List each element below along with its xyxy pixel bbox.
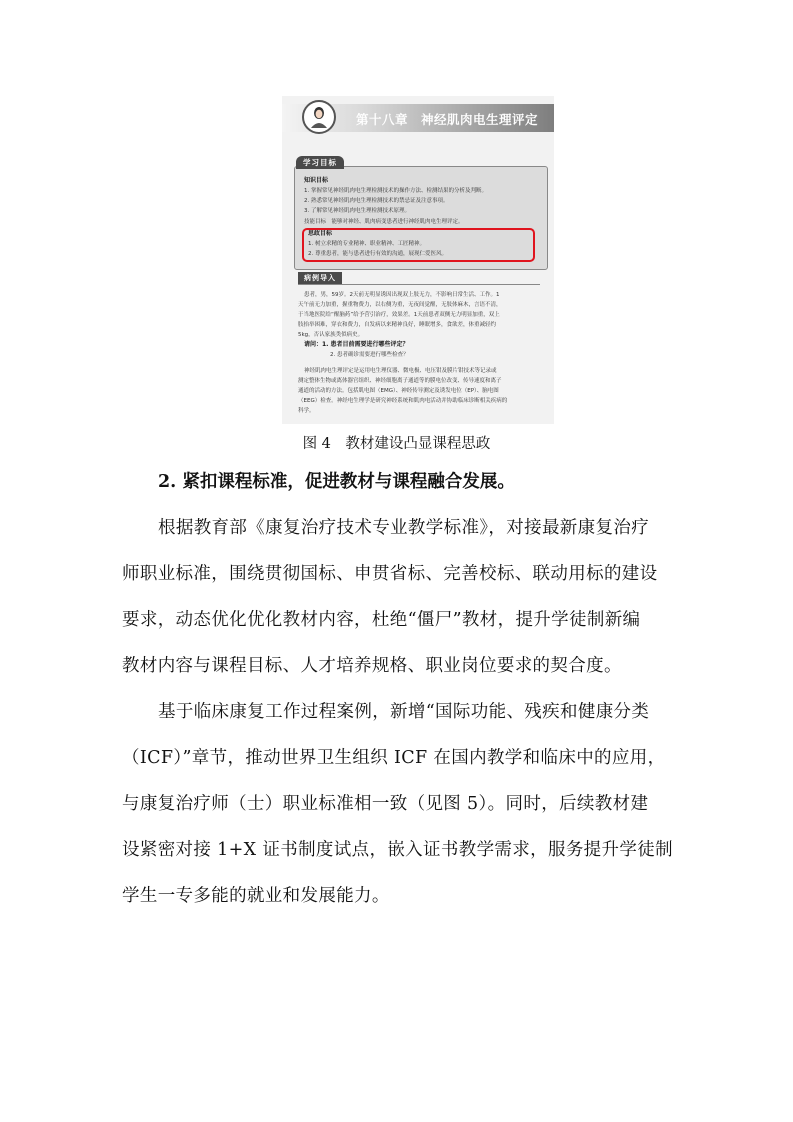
knowledge-item: 3. 了解常见神经肌肉电生理检测技术原理。 bbox=[304, 208, 410, 214]
ideology-highlight-box bbox=[302, 228, 535, 262]
learning-goals-tab: 学习目标 bbox=[296, 156, 344, 169]
case-line: 天午前无力加重，握重物费力，以右侧为重，无夜间觉醒，无肢体麻木，言语不清， bbox=[298, 302, 502, 308]
paragraph-line: 要求，动态优化优化教材内容，杜绝“僵尸”教材，提升学徒制新编 bbox=[122, 610, 641, 630]
teacher-avatar-icon bbox=[302, 100, 336, 134]
paragraph-line: 设紧密对接 1+X 证书制度试点，嵌入证书教学需求，服务提升学徒制 bbox=[122, 840, 673, 860]
case-line: 5kg，否认家族类似病史。 bbox=[298, 332, 364, 338]
case-line: 于当地医院给“醒脑药”给予营引治疗，效果差。1天前患者双侧无力明显加重，双上 bbox=[298, 312, 500, 318]
case-line: 患者，男，59岁。2天前无明显诱因出现双上肢无力，不影响日常生活、工作。1 bbox=[304, 292, 500, 298]
knowledge-heading: 知识目标 bbox=[304, 177, 329, 184]
paragraph-line: 学生一专多能的就业和发展能力。 bbox=[122, 886, 390, 906]
paragraph-line: 师职业标准，围绕贯彻国标、申贯省标、完善校标、联动用标的建设 bbox=[122, 564, 658, 584]
ideology-heading: 思政目标 bbox=[308, 230, 333, 237]
knowledge-item: 2. 熟悉常见神经肌肉电生理检测技术的禁忌证及注意事项。 bbox=[304, 198, 449, 204]
paragraph-line: 根据教育部《康复治疗技术专业教学标准》，对接最新康复治疗 bbox=[158, 518, 650, 538]
section-heading: 2. 紧扣课程标准，促进教材与课程融合发展。 bbox=[158, 472, 515, 492]
skill-goal: 技能目标 能够对神经、肌肉病变患者进行神经肌肉电生理评定。 bbox=[304, 219, 464, 225]
intro-line: （EEG）检查。神经电生理学是研究神经系统和肌肉电活动并协助临床诊断相关疾病的 bbox=[298, 398, 508, 404]
intro-line: 科学。 bbox=[298, 408, 315, 414]
question: 请问：1. 患者目前需要进行哪些评定？ bbox=[304, 341, 409, 348]
figure-caption: 图 4 教材建设凸显课程思政 bbox=[302, 436, 491, 452]
intro-line: 通道的活动的方法。包括肌电图（EMG）、神经传导测定及诱发电位（EP）、脑电图 bbox=[298, 388, 499, 394]
textbook-figure bbox=[282, 96, 554, 424]
paragraph-line: 基于临床康复工作过程案例，新增“国际功能、残疾和健康分类 bbox=[158, 702, 650, 722]
question: 2. 患者确诊需要进行哪些检查？ bbox=[330, 352, 409, 358]
paragraph-line: 教材内容与课程目标、人才培养规格、职业岗位要求的契合度。 bbox=[122, 656, 622, 676]
case-line: 肢抬举困难，穿衣和费力，自发病以来精神良好，睡眠增多，食欲差，体重减轻约 bbox=[298, 322, 497, 328]
paragraph-line: （ICF）”章节，推动世界卫生组织 ICF 在国内教学和临床中的应用， bbox=[122, 748, 666, 768]
divider bbox=[298, 284, 540, 285]
intro-line: 测定整体生物或离体器官组织、神经细胞离子通道等的膜电位改变、传导速度和离子 bbox=[298, 378, 502, 384]
ideology-item: 1. 树立求精的专业精神、职业精神、工匠精神。 bbox=[308, 241, 425, 247]
paragraph-line: 与康复治疗师（士）职业标准相一致（见图 5）。同时，后续教材建 bbox=[122, 794, 649, 814]
intro-line: 神经肌肉电生理评定是运用电生理仪器、微电极、电压钳及膜片钳技术等记录或 bbox=[304, 368, 497, 374]
ideology-item: 2. 尊重患者，能与患者进行有效的沟通，展现仁爱医风。 bbox=[308, 251, 447, 257]
case-intro-tab: 病例导入 bbox=[298, 272, 342, 284]
knowledge-item: 1. 掌握常见神经肌肉电生理检测技术的操作方法、检测结果的分析及判断。 bbox=[304, 188, 487, 194]
chapter-title: 第十八章 神经肌肉电生理评定 bbox=[356, 112, 539, 127]
